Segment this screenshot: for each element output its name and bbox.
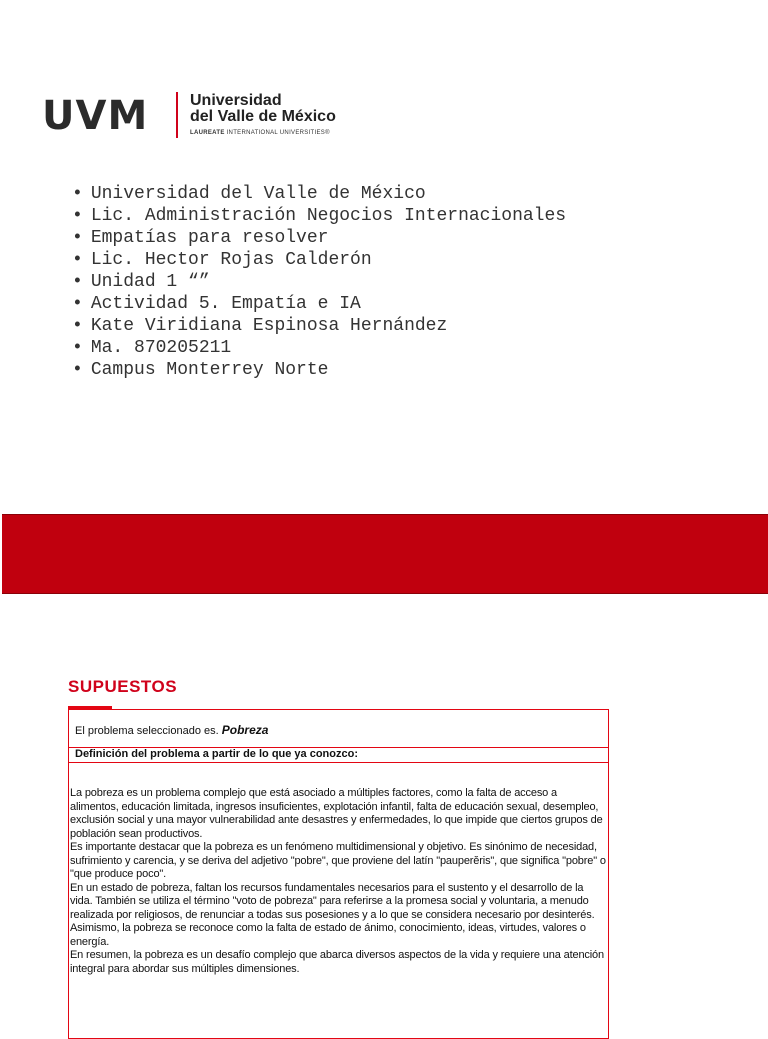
info-item-id: • Ma. 870205211 [72,337,566,359]
info-item-unit: • Unidad 1 “” [72,271,566,293]
info-list [72,183,566,381]
selected-problem-prefix: El problema seleccionado es. [75,725,222,737]
info-item-university: • Universidad del Valle de México [72,183,566,205]
logo-name-line1: Universidad [190,92,282,109]
info-item-activity: • Actividad 5. Empatía e IA [72,293,566,315]
logo-divider [176,92,178,138]
info-item-professor: • Lic. Hector Rojas Calderón [72,249,566,271]
definition-body [70,787,606,976]
red-banner [2,514,768,594]
definition-paragraph: Es importante destacar que la pobreza es un fenómeno multidimensional y objetivo. Es sinónimo de necesidad, sufrimiento y carencia, y se deriva del adjetivo "pobre", que proviene del latín "pauperĕris", que significa "pobre" o "que produce poco". [70,841,606,880]
definition-paragraph: En resumen, la pobreza es un desafío complejo que abarca diversos aspectos de la vida y requiere una atención integral para abordar sus múltiples dimensiones. [70,949,604,975]
assumptions-table [68,709,609,1039]
logo-tagline-bold: LAUREATE [190,130,225,136]
section-title: SUPUESTOS [68,677,178,696]
info-item-campus: • Campus Monterrey Norte [72,359,566,381]
info-item-degree: • Lic. Administración Negocios Internacionales [72,205,566,227]
selected-problem-value: Pobreza [221,723,269,737]
logo-mark: UVM [42,93,149,139]
logo-tagline [190,130,330,136]
info-item-student: • Kate Viridiana Espinosa Hernández [72,315,566,337]
definition-heading: Definición del problema a partir de lo que ya conozco: [75,748,358,760]
info-item-course: • Empatías para resolver [72,227,566,249]
selected-problem-row [69,710,608,748]
logo-name-line2: del Valle de México [190,108,336,125]
selected-problem-text [75,723,268,737]
uvm-logo [42,90,362,142]
definition-heading-row [69,748,608,763]
definition-paragraph: En un estado de pobreza, faltan los recursos fundamentales necesarios para el sustento y el desarrollo de la vida. También se utiliza el término "voto de pobreza" para referirse a la promesa social y voluntaria, a menudo realizada por religiosos, de renunciar a todas sus posesiones y a lo que se considera necesario por desinterés. Asimismo, la pobreza se reconoce como la falta de estado de ánimo, conocimiento, ideas, virtudes, valores o energía. [70,881,595,948]
logo-tagline-rest: INTERNATIONAL UNIVERSITIES® [224,130,330,136]
definition-paragraph: La pobreza es un problema complejo que está asociado a múltiples factores, como la falta de acceso a alimentos, educación limitada, ingresos insuficientes, explotación infantil, falta de educación sexual, desempleo, exclusión social y una mayor vulnerabilidad ante desastres y enfermedades, lo que impide que ciertos grupos de población sean productivos. [70,787,603,840]
